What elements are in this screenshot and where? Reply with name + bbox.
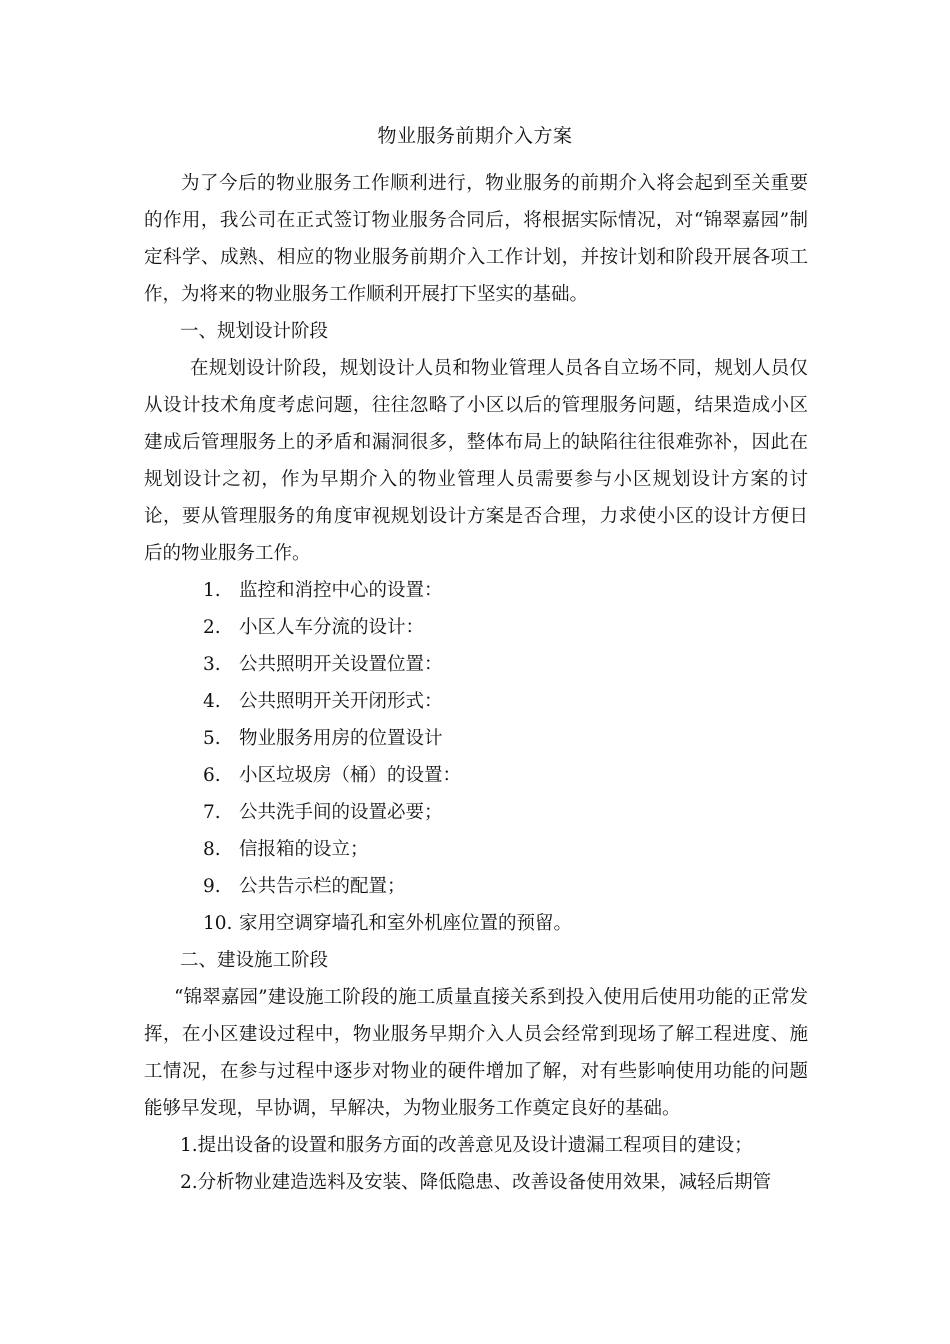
list-item-number: 3. xyxy=(203,654,221,675)
section-body-construction: “锦翠嘉园”建设施工阶段的施工质量直接关系到投入使用后使用功能的正常发挥，在小区建设过程中，物业服务早期介入人员会经常到现场了解工程进度、施工情况，在参与过程中逐步对物业的硬件增加了解，对有些影响使用功能的问题能够早发现，早协调，早解决，为物业服务工作奠定良好的基础。 xyxy=(144,987,808,1119)
list-item-text: 小区垃圾房（桶）的设置： xyxy=(239,765,462,786)
list-item-text: 提出设备的设置和服务方面的改善意见及设计遗漏工程项目的建设； xyxy=(197,1135,753,1156)
list-item-text: 公共照明开关设置位置： xyxy=(239,654,443,675)
list-item-text: 信报箱的设立； xyxy=(239,839,369,860)
section-body-planning: 在规划设计阶段，规划设计人员和物业管理人员各自立场不同，规划人员仅从设计技术角度考虑问题，往往忽略了小区以后的管理服务问题，结果造成小区建成后管理服务上的矛盾和漏洞很多，整体布局上的缺陷往往很难弥补，因此在规划设计之初，作为早期介入的物业管理人员需要参与小区规划设计方案的讨论，要从管理服务的角度审视规划设计方案是否合理，力求使小区的设计方便日后的物业服务工作。 xyxy=(144,358,808,564)
list-item xyxy=(203,683,443,720)
list-item-number: 5. xyxy=(203,728,221,749)
list-item-text: 公共告示栏的配置； xyxy=(239,876,406,897)
list-item xyxy=(203,572,443,609)
list-item xyxy=(203,609,424,646)
list-item-number: 7. xyxy=(203,802,221,823)
section-heading-planning: 一、规划设计阶段 xyxy=(180,321,329,342)
list-item-number: 2. xyxy=(180,1172,198,1193)
list-item-text: 分析物业建造选料及安装、降低隐患、改善设备使用效果，减轻后期管 xyxy=(197,1172,772,1193)
intro-paragraph: 为了今后的物业服务工作顺利进行，物业服务的前期介入将会起到至关重要的作用，我公司在正式签订物业服务合同后，将根据实际情况，对“锦翠嘉园”制定科学、成熟、相应的物业服务前期介入工作计划，并按计划和阶段开展各项工作，为将来的物业服务工作顺利开展打下坚实的基础。 xyxy=(144,173,808,305)
list-item-text: 小区人车分流的设计： xyxy=(239,617,425,638)
list-item xyxy=(203,868,406,905)
list-item xyxy=(203,794,443,831)
list-item xyxy=(180,1164,771,1201)
list-item xyxy=(203,720,443,757)
list-item-text: 物业服务用房的位置设计 xyxy=(239,728,443,749)
section-heading-construction: 二、建设施工阶段 xyxy=(180,950,329,971)
list-item xyxy=(203,831,369,868)
list-item xyxy=(203,905,572,942)
list-item-number: 1. xyxy=(203,580,221,601)
list-item-text: 监控和消控中心的设置： xyxy=(239,580,443,601)
list-item-text: 公共洗手间的设置必要； xyxy=(239,802,443,823)
list-item xyxy=(203,646,443,683)
list-item-text: 公共照明开关开闭形式： xyxy=(239,691,443,712)
list-item xyxy=(180,1127,753,1164)
list-item-number: 9. xyxy=(203,876,221,897)
list-item-number: 8. xyxy=(203,839,221,860)
list-item-number: 1. xyxy=(180,1135,198,1156)
list-item-text: 家用空调穿墙孔和室外机座位置的预留。 xyxy=(239,913,573,934)
list-item-number: 2. xyxy=(203,617,221,638)
list-item-number: 4. xyxy=(203,691,221,712)
list-item xyxy=(203,757,461,794)
document-title: 物业服务前期介入方案 xyxy=(377,125,573,147)
list-item-number: 10. xyxy=(203,913,233,934)
list-item-number: 6. xyxy=(203,765,221,786)
